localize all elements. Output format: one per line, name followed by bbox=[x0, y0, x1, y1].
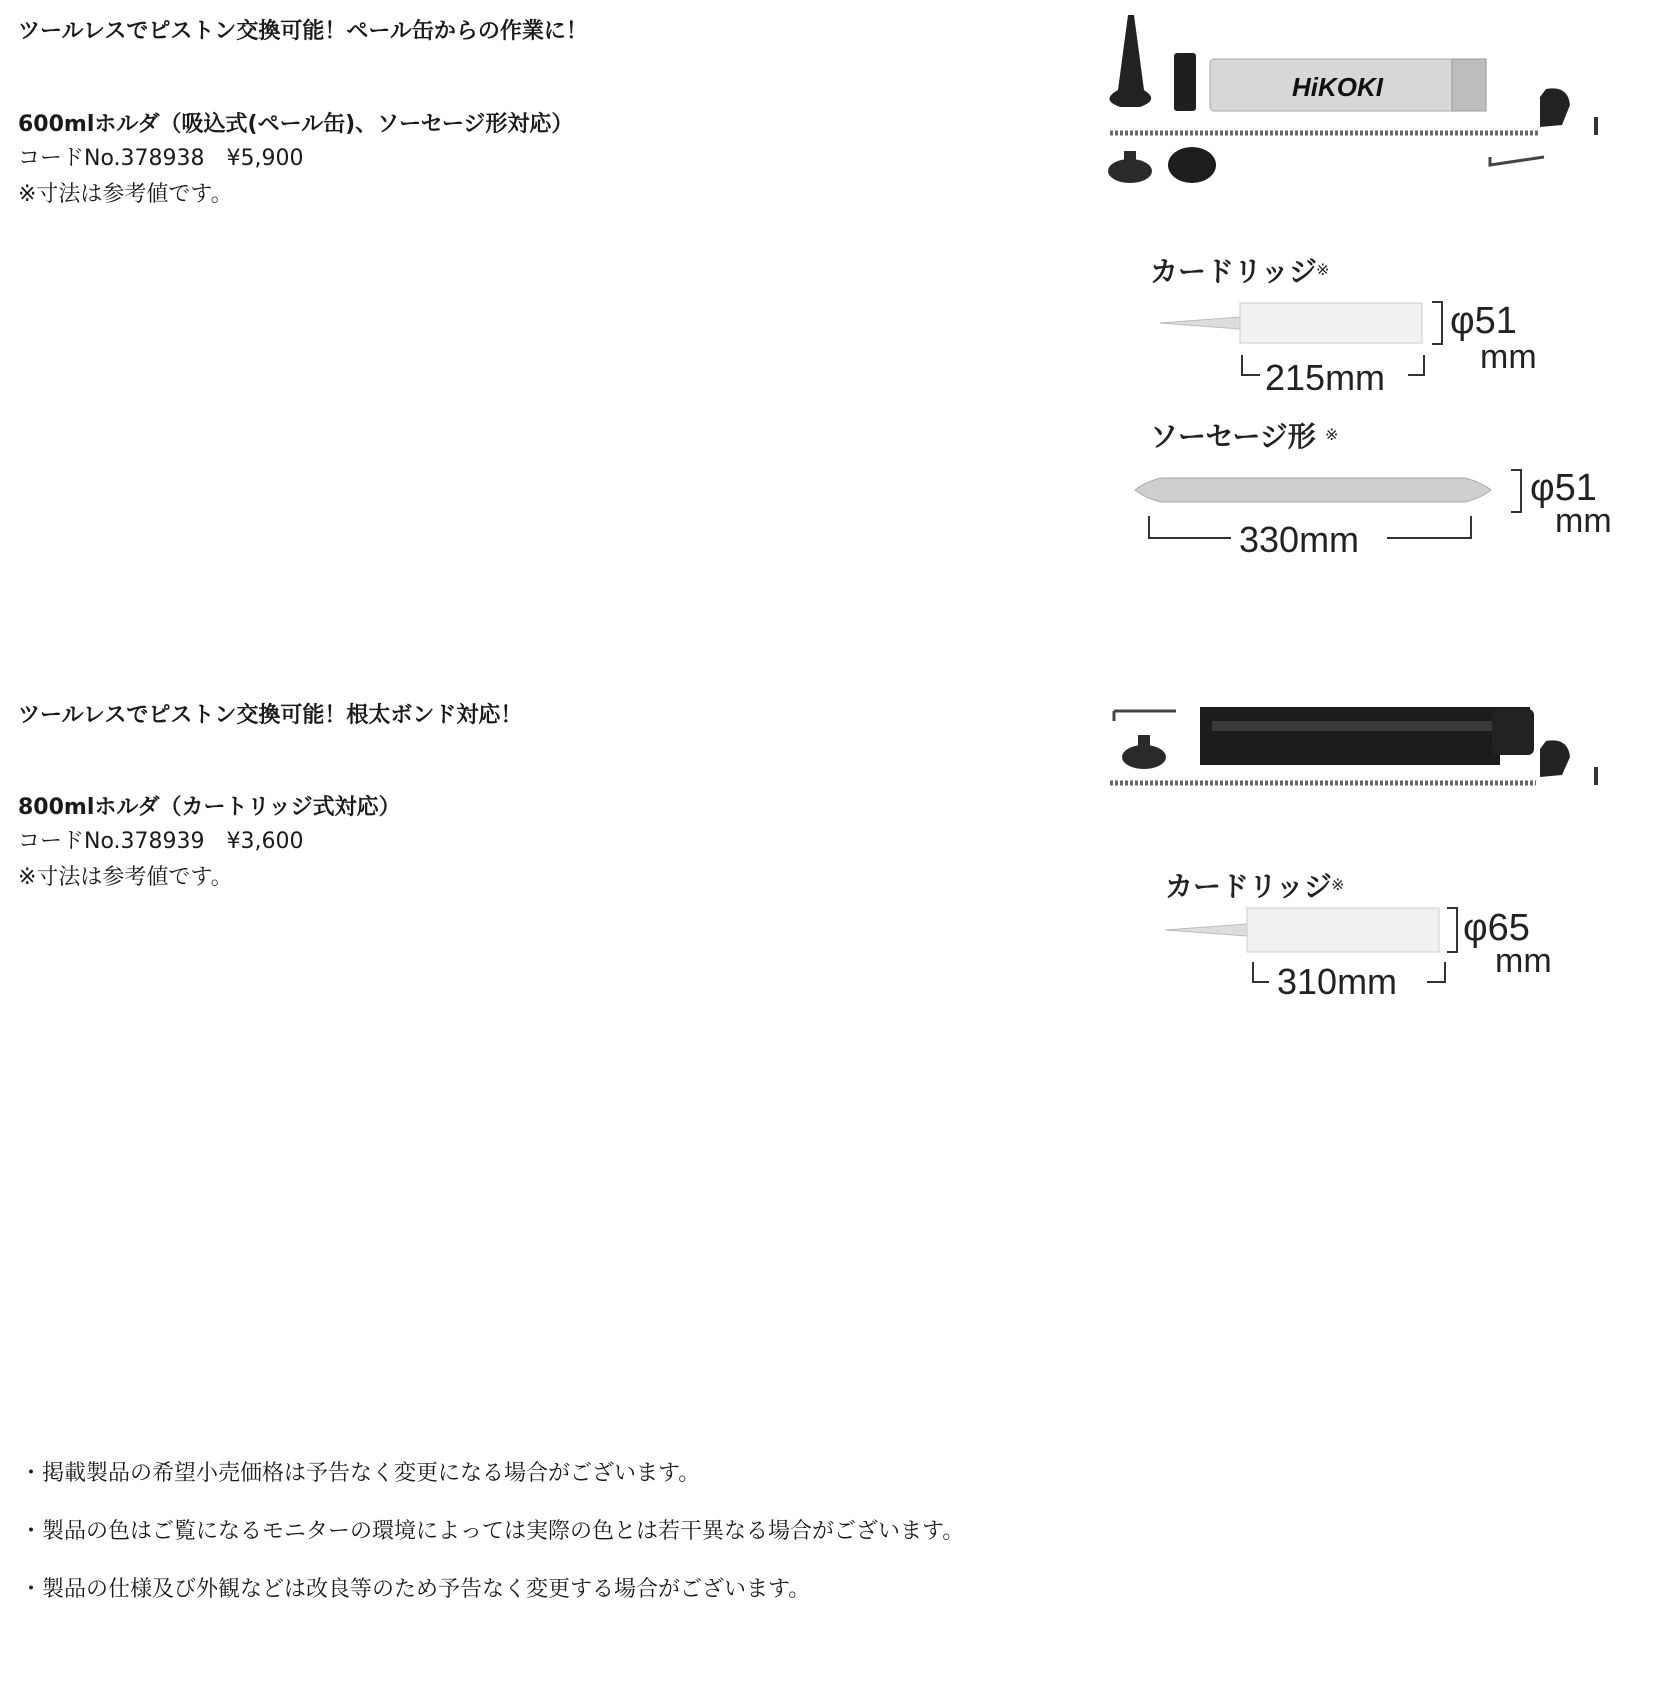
cartridge-label: カードリッジ bbox=[1165, 871, 1332, 902]
handle-part bbox=[1540, 740, 1570, 777]
cartridge-nozzle bbox=[1160, 317, 1240, 329]
wrench-part bbox=[1114, 711, 1176, 721]
product-1-headline: ツールレスでピストン交換可能！ペール缶からの作業に！ bbox=[18, 19, 588, 44]
product-1-cartridge-figure bbox=[1150, 255, 1570, 398]
cartridge-body bbox=[1247, 908, 1439, 952]
handle-part bbox=[1540, 88, 1570, 127]
cartridge-length: 215mm bbox=[1265, 357, 1386, 398]
footnote-3: ・製品の仕様及び外観などは改良等のため予告なく変更する場合がございます。 bbox=[20, 1577, 811, 1602]
product-2-details bbox=[18, 790, 401, 893]
product-1-parts-image bbox=[1100, 5, 1620, 205]
sausage-diameter: φ51 bbox=[1530, 467, 1597, 509]
brand-logo: HiKOKI bbox=[1292, 72, 1383, 102]
cap-part bbox=[1174, 53, 1196, 111]
screw-part bbox=[1594, 767, 1598, 785]
wrench-part bbox=[1490, 157, 1544, 165]
product-2-title: 800mlホルダ（カートリッジ式対応） bbox=[18, 795, 401, 820]
cartridge-nozzle bbox=[1165, 924, 1247, 936]
cartridge-length: 310mm bbox=[1277, 961, 1398, 1002]
cartridge-body bbox=[1240, 303, 1422, 343]
sausage-pack bbox=[1135, 478, 1491, 502]
product-2-headline: ツールレスでピストン交換可能！根太ボンド対応！ bbox=[18, 703, 523, 728]
sausage-length: 330mm bbox=[1239, 519, 1360, 560]
sausage-diameter-unit: mm bbox=[1555, 502, 1612, 540]
cartridge-label: カードリッジ bbox=[1150, 256, 1317, 287]
sausage-label-mark: ※ bbox=[1325, 427, 1339, 444]
product-2-code-price: コードNo.378939 ¥3,600 bbox=[18, 829, 304, 854]
nozzle-part bbox=[1109, 15, 1151, 107]
cartridge-label-mark: ※ bbox=[1316, 262, 1330, 279]
product-2-note: ※寸法は参考値です。 bbox=[18, 865, 233, 890]
product-1-sausage-figure bbox=[1135, 420, 1612, 560]
frame-part bbox=[1200, 707, 1530, 765]
product-2-cartridge-figure bbox=[1165, 870, 1585, 1010]
cartridge-diameter-unit: mm bbox=[1495, 942, 1552, 980]
footnote-1: ・掲載製品の希望小売価格は予告なく変更になる場合がございます。 bbox=[20, 1461, 701, 1486]
product-2-parts-image bbox=[1100, 695, 1620, 805]
product-1-note: ※寸法は参考値です。 bbox=[18, 182, 233, 207]
piston-part-2 bbox=[1168, 147, 1216, 183]
product-1-code-price: コードNo.378938 ¥5,900 bbox=[18, 146, 304, 171]
footnotes bbox=[20, 1460, 964, 1634]
cartridge-diameter: φ51 bbox=[1450, 300, 1517, 342]
frame-collar bbox=[1492, 709, 1534, 755]
barrel-thread bbox=[1452, 59, 1486, 111]
product-2-text bbox=[18, 698, 522, 729]
product-1-title: 600mlホルダ（吸込式(ペール缶)、ソーセージ形対応） bbox=[18, 112, 574, 137]
screw-part bbox=[1594, 117, 1598, 135]
product-1-details bbox=[18, 107, 573, 210]
cartridge-label-mark: ※ bbox=[1331, 877, 1345, 894]
product-1-text bbox=[18, 14, 588, 45]
cartridge-diameter-unit: mm bbox=[1480, 338, 1537, 376]
cartridge-diameter: φ65 bbox=[1463, 907, 1530, 949]
footnote-2: ・製品の色はご覧になるモニターの環境によっては実際の色とは若干異なる場合がございます。 bbox=[20, 1519, 965, 1544]
sausage-label: ソーセージ形 bbox=[1150, 421, 1316, 452]
